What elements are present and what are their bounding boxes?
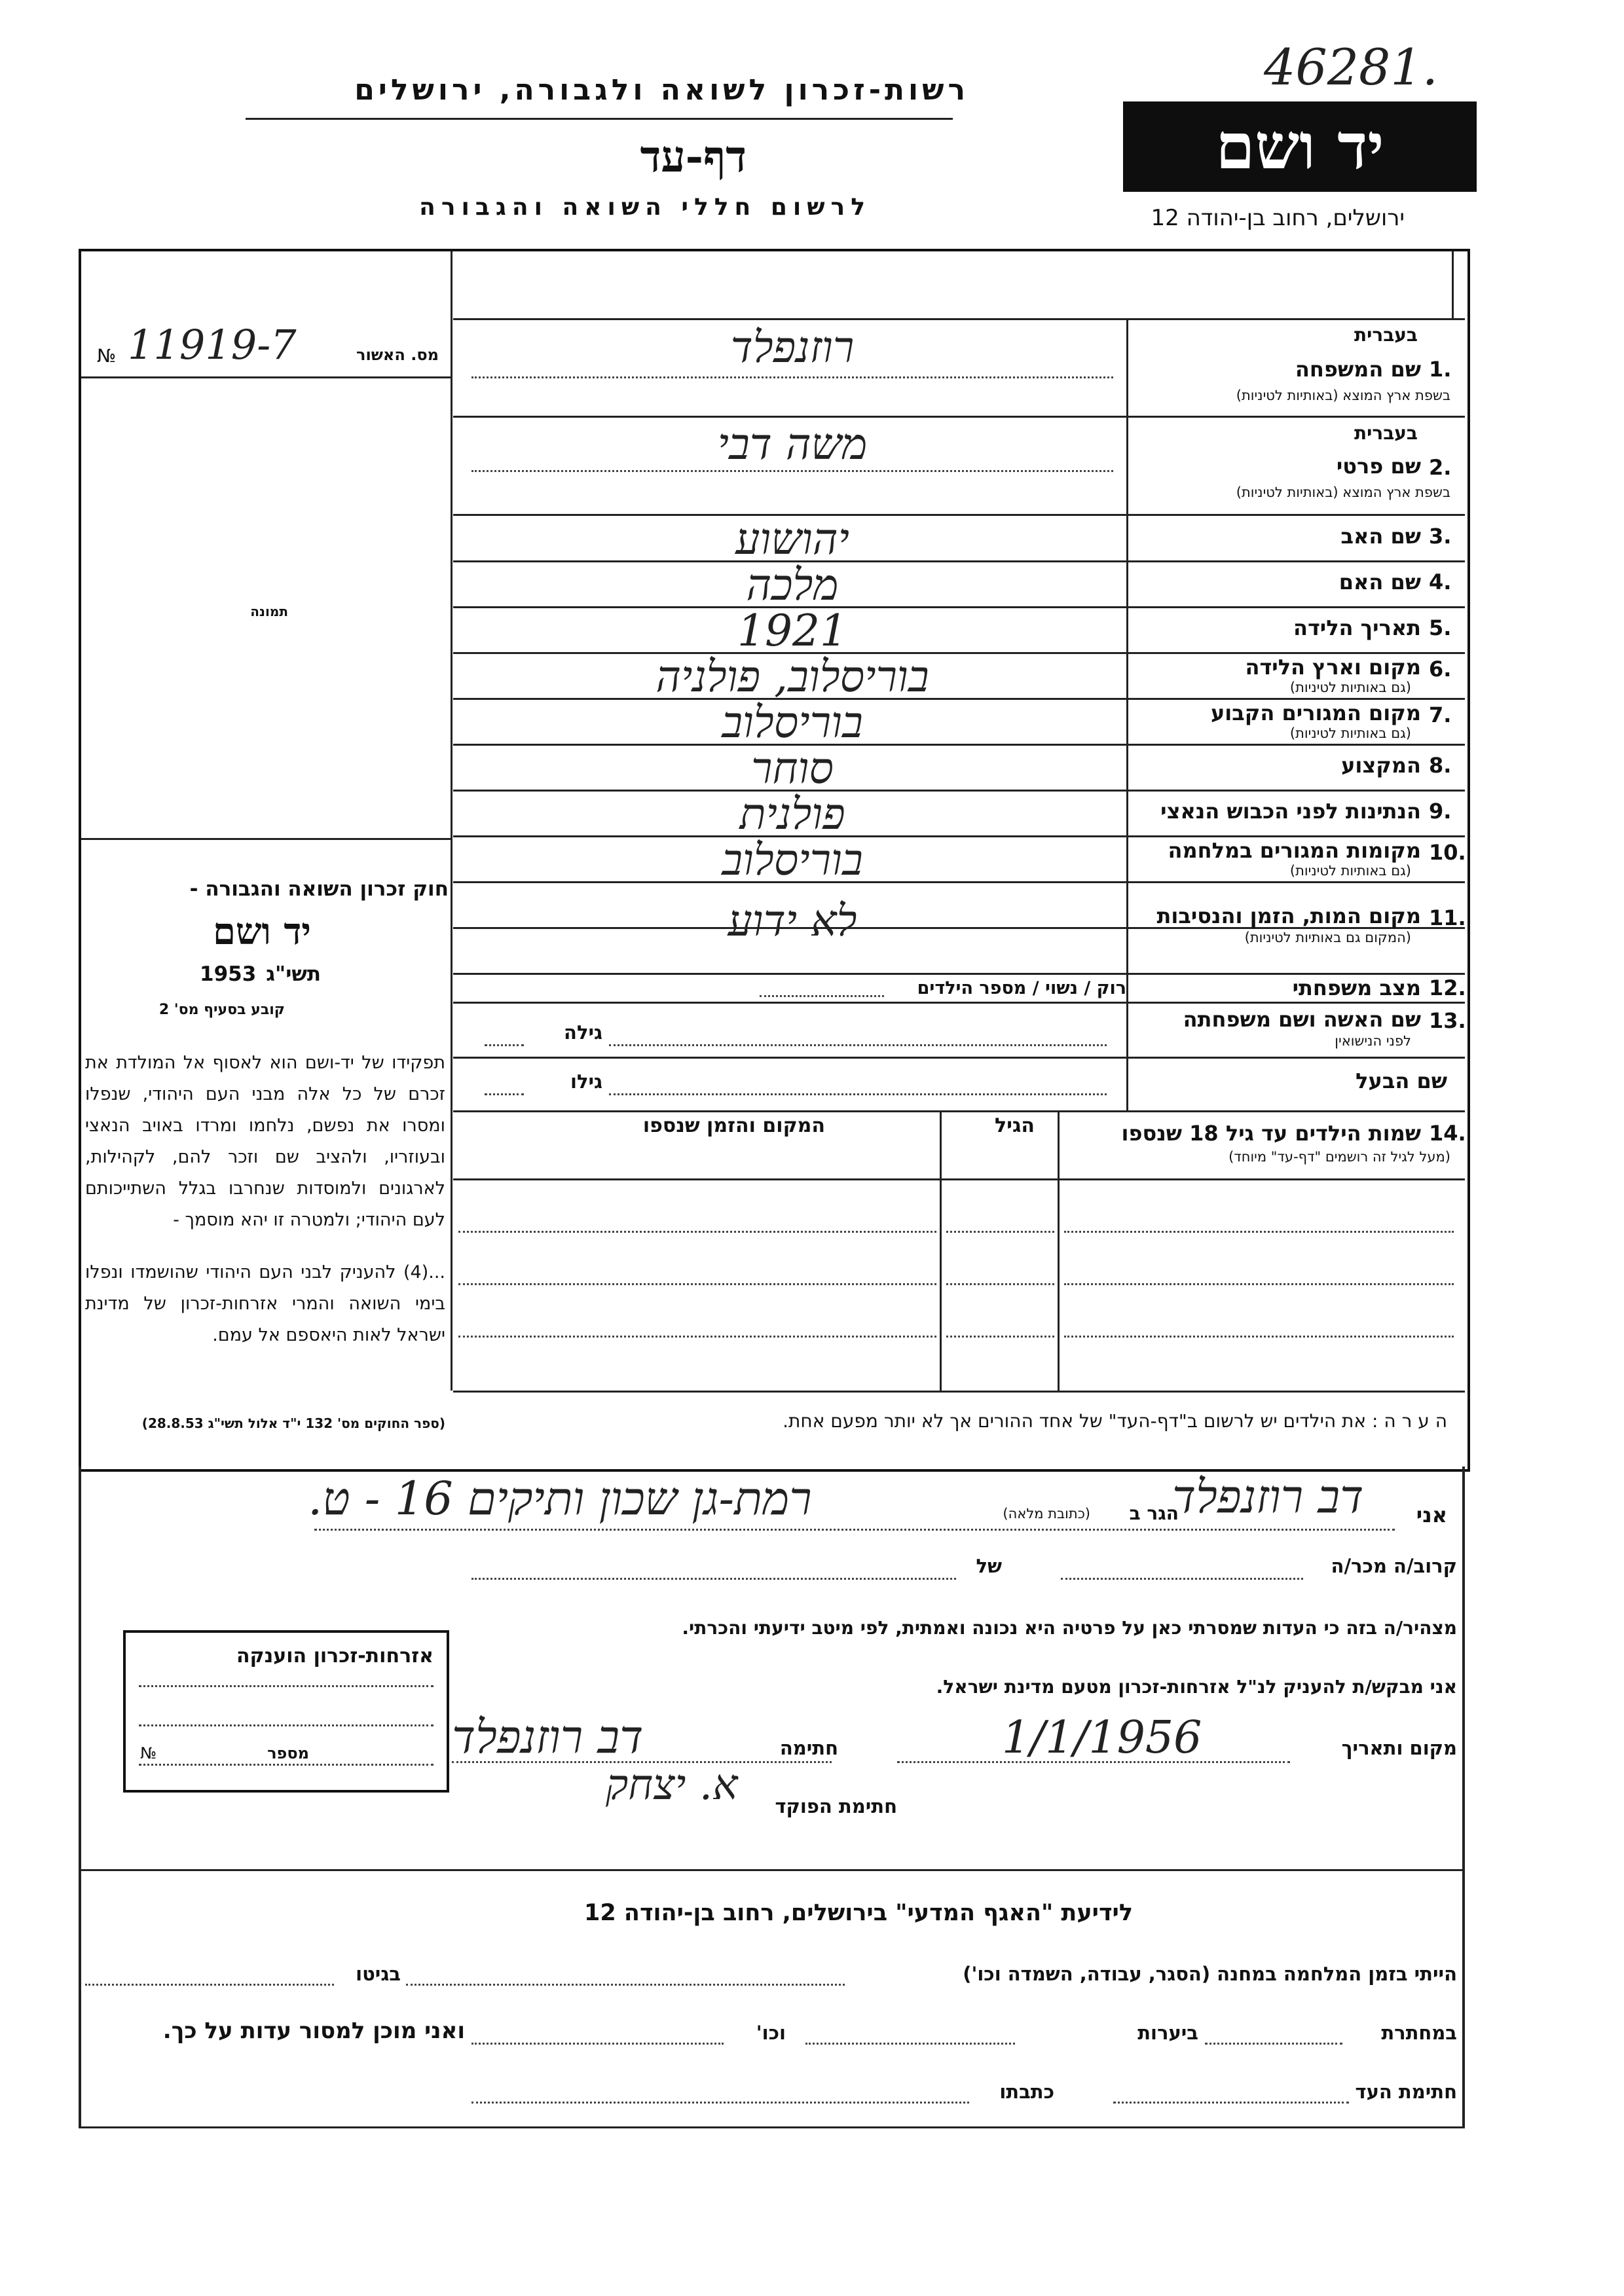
declarant-name: דב רוזנפלד xyxy=(1172,1470,1364,1523)
official-label: חתימת הפוקד xyxy=(775,1795,897,1817)
hebrew-hint-1: בעברית xyxy=(1354,324,1418,346)
law-year: 1953 xyxy=(200,962,257,986)
frame-left-lower xyxy=(79,1467,81,2128)
war-residence-sub: (גם באותיות לטיניות) xyxy=(1289,863,1411,879)
family-name-label: שם המשפחה xyxy=(1295,357,1421,382)
field-number-12: 12. xyxy=(1429,975,1466,1000)
family-name-value: רוזנפלד xyxy=(730,322,855,373)
field-number-14: 14. xyxy=(1429,1121,1466,1146)
field-number-10: 10. xyxy=(1429,840,1466,865)
children-place-header: המקום והזמן שנספו xyxy=(642,1114,825,1137)
footer-heading: לידיעת "האגף המדעי" בירושלים, רחוב בן-יהודה 12 xyxy=(584,1900,1133,1926)
date-value: 1/1/1956 xyxy=(1002,1712,1202,1764)
law-name: יד ושם xyxy=(212,910,311,953)
first-name-value: משה דבי xyxy=(717,419,868,469)
marital-status-label: מצב משפחתי xyxy=(1292,975,1421,1000)
request: אני מבקש/ת להעניק לנ"ל אזרחות-זכרון מטעם מדינת ישראל. xyxy=(936,1676,1457,1698)
field-number-4: 4. xyxy=(1429,570,1452,594)
frame-right-lower xyxy=(1462,1467,1465,2128)
wife-age-label: גילה xyxy=(564,1021,602,1044)
footer-ghetto: בגיטו xyxy=(356,1963,401,1985)
certificate-title: אזרחות-זכרון הוענקה xyxy=(236,1645,434,1667)
yad-vashem-logo xyxy=(1123,101,1477,192)
field-number-9: 9. xyxy=(1429,799,1452,824)
husband-name-label: שם הבעל xyxy=(1356,1068,1447,1093)
law-year-hebrew: תשי"ג xyxy=(266,962,321,986)
father-name-label: שם האב xyxy=(1340,524,1421,549)
resident-label: הגר ב xyxy=(1129,1503,1179,1524)
field-number-3: 3. xyxy=(1429,524,1452,549)
page-subtitle: לרשום חללי השואה והגבורה xyxy=(419,194,871,221)
children-sub: (מעל לגיל זה רושמים "דף-עד" מיוחד) xyxy=(1228,1149,1450,1165)
field-number-7: 7. xyxy=(1429,702,1452,727)
law-title: חוק זכרון השואה והגבורה - xyxy=(189,877,449,901)
wife-name-sub: לפני הנישואין xyxy=(1335,1033,1411,1049)
footer-testimony: ואני מוכן למסור עדות על כך. xyxy=(162,2018,465,2044)
birth-place-sub: (גם באותיות לטיניות) xyxy=(1289,680,1411,695)
birth-place-label: מקום וארץ הלידה xyxy=(1245,655,1421,680)
death-place-label: מקום המות, הזמן והנסיבות xyxy=(1156,903,1421,928)
frame-bottom xyxy=(79,2126,1465,2128)
mother-name-value: מלכה xyxy=(746,560,839,610)
statement: מצהיר/ה בזה כי העדות שמסרתי כאן על פרטיה היא נכונה ואמתית, לפי מיטב ידיעתי והכרתי. xyxy=(682,1617,1457,1639)
declaration-ani: אני xyxy=(1416,1503,1447,1527)
first-name-sub: בשפת ארץ המוצא (באותיות לטיניות) xyxy=(1236,484,1450,500)
signature-label: חתימה xyxy=(779,1737,838,1759)
residence-label: מקום המגורים הקבוע xyxy=(1210,701,1421,725)
death-place-value: לא ידוע xyxy=(728,896,857,946)
field-number-13: 13. xyxy=(1429,1008,1466,1033)
field-number-2: 2. xyxy=(1429,455,1452,480)
marital-status-options: רוק / נשוי / מספר הילדים xyxy=(917,978,1126,998)
field-number-8: 8. xyxy=(1429,753,1452,778)
footer-hideout: במחתרת xyxy=(1381,2022,1457,2044)
law-section: קובע בסעיף מס' 2 xyxy=(158,1002,285,1018)
nationality-label: הנתינות לפני הכבוש הנאצי xyxy=(1160,799,1421,824)
children-age-header: הגיל xyxy=(995,1114,1035,1137)
footer-etc: וכו' xyxy=(756,2022,786,2044)
profession-label: המקצוע xyxy=(1341,753,1421,778)
address-value: רמת-גן שכון ותיקים 16 - ט. xyxy=(308,1472,812,1525)
residence-sub: (גם באותיות לטיניות) xyxy=(1289,725,1411,741)
field-number-11: 11. xyxy=(1429,905,1466,930)
approval-number-sign: № xyxy=(97,345,117,367)
war-residence-value: בוריסלוב xyxy=(722,835,863,885)
children-age-divider xyxy=(940,1110,942,1391)
profession-value: סוחר xyxy=(751,743,834,793)
witness-signature-label: חתימת העד xyxy=(1355,2081,1457,2103)
birth-date-value: 1921 xyxy=(737,606,847,656)
law-paragraph-1: תפקידו של יד-ושם הוא לאסוף אל המולדת את זכרם של כל אלה מבני העם היהודי, שנפלו ומסרו את נפשם, נלחמו ומרדו באויב הנאצי ובעוזריו, ולהציב שם וזכר להם, לקהילות, לארגונים ולמוסדות שנחרבו בגלל השתייכותם לעם היהודי; ולמטרה זו יהא מוסמך - xyxy=(85,1053,445,1230)
footer-forest: ביערות xyxy=(1137,2022,1198,2044)
top-right-divider xyxy=(1452,251,1454,318)
certificate-box xyxy=(123,1630,449,1793)
residence-value: בוריסלוב xyxy=(722,697,863,748)
field-number-1: 1. xyxy=(1429,357,1452,382)
children-label: שמות הילדים עד גיל 18 שנספו xyxy=(1121,1121,1421,1146)
nationality-value: פולנית xyxy=(739,789,845,839)
left-column-divider xyxy=(451,251,452,1391)
mother-name-label: שם האם xyxy=(1338,570,1421,594)
signature-value: דב רוזנפלד xyxy=(452,1710,644,1764)
official-signature: א. יצחק xyxy=(606,1761,738,1810)
top-rule xyxy=(453,318,1465,320)
birth-place-value: בוריסלוב, פולניה xyxy=(655,651,929,702)
authority-name: רשות-זכרון לשואה ולגבורה, ירושלים xyxy=(354,73,969,107)
note-text: ה ע ר ה : את הילדים יש לרשום ב"דף-העד" של אחד ההורים אך לא יותר מפעם אחת. xyxy=(783,1410,1447,1432)
approval-number: 11919-7 xyxy=(128,321,297,369)
husband-age-label: גילו xyxy=(570,1070,602,1093)
father-name-value: יהושוע xyxy=(735,514,849,564)
field-number-6: 6. xyxy=(1429,657,1452,682)
birth-date-label: תאריך הלידה xyxy=(1293,615,1421,640)
field-number-5: 5. xyxy=(1429,615,1452,640)
photo-rule xyxy=(81,838,451,840)
address: ירושלים, רחוב בן-יהודה 12 xyxy=(1151,205,1405,231)
footer-divider xyxy=(81,1869,1465,1871)
label-column-divider xyxy=(1126,318,1128,1110)
footer-line1-label: הייתי בזמן המלחמה במחנה (הסגר, עבודה, השמדה וכו') xyxy=(963,1963,1457,1985)
war-residence-label: מקומות המגורים במלחמה xyxy=(1168,838,1421,863)
page-title: דף-עד xyxy=(640,131,747,182)
children-name-divider xyxy=(1058,1110,1060,1391)
approval-label: מס. האשור xyxy=(356,346,439,364)
address-hint: (כתובת מלאה) xyxy=(1003,1506,1090,1522)
approval-rule xyxy=(81,376,451,378)
place-date-label: מקום ותאריך xyxy=(1341,1737,1457,1759)
certificate-number-sign: № xyxy=(140,1744,157,1762)
family-name-sub: בשפת ארץ המוצא (באותיות לטיניות) xyxy=(1236,388,1450,403)
certificate-number-label: מספר xyxy=(267,1744,309,1762)
wife-name-label: שם האשה ושם משפחתה xyxy=(1183,1007,1421,1032)
photo-label: תמונה xyxy=(250,604,288,619)
hebrew-hint-2: בעברית xyxy=(1354,422,1418,444)
law-citation: (ספר החוקים מס' 132 י"ד אלול תשי"ג 28.8.53) xyxy=(141,1415,445,1431)
archive-number: 46281. xyxy=(1264,38,1438,96)
of-label: של xyxy=(976,1555,1002,1577)
death-place-sub: (המקום גם באותיות לטיניות) xyxy=(1244,930,1411,945)
relation-label: קרוב/ה מכר/ה xyxy=(1331,1555,1457,1577)
logo-text: יד ושם xyxy=(1215,109,1384,183)
law-paragraph-2: ...(4) להעניק לבני העם היהודי שהושמדו ונפלו בימי השואה והמרי אזרחות-זכרון של מדינת ישראל לאות היאספם אל עמם. xyxy=(85,1262,445,1345)
witness-address-label: כתבתו xyxy=(999,2081,1054,2103)
header-rule xyxy=(246,118,953,120)
first-name-label: שם פרטי xyxy=(1336,454,1421,479)
